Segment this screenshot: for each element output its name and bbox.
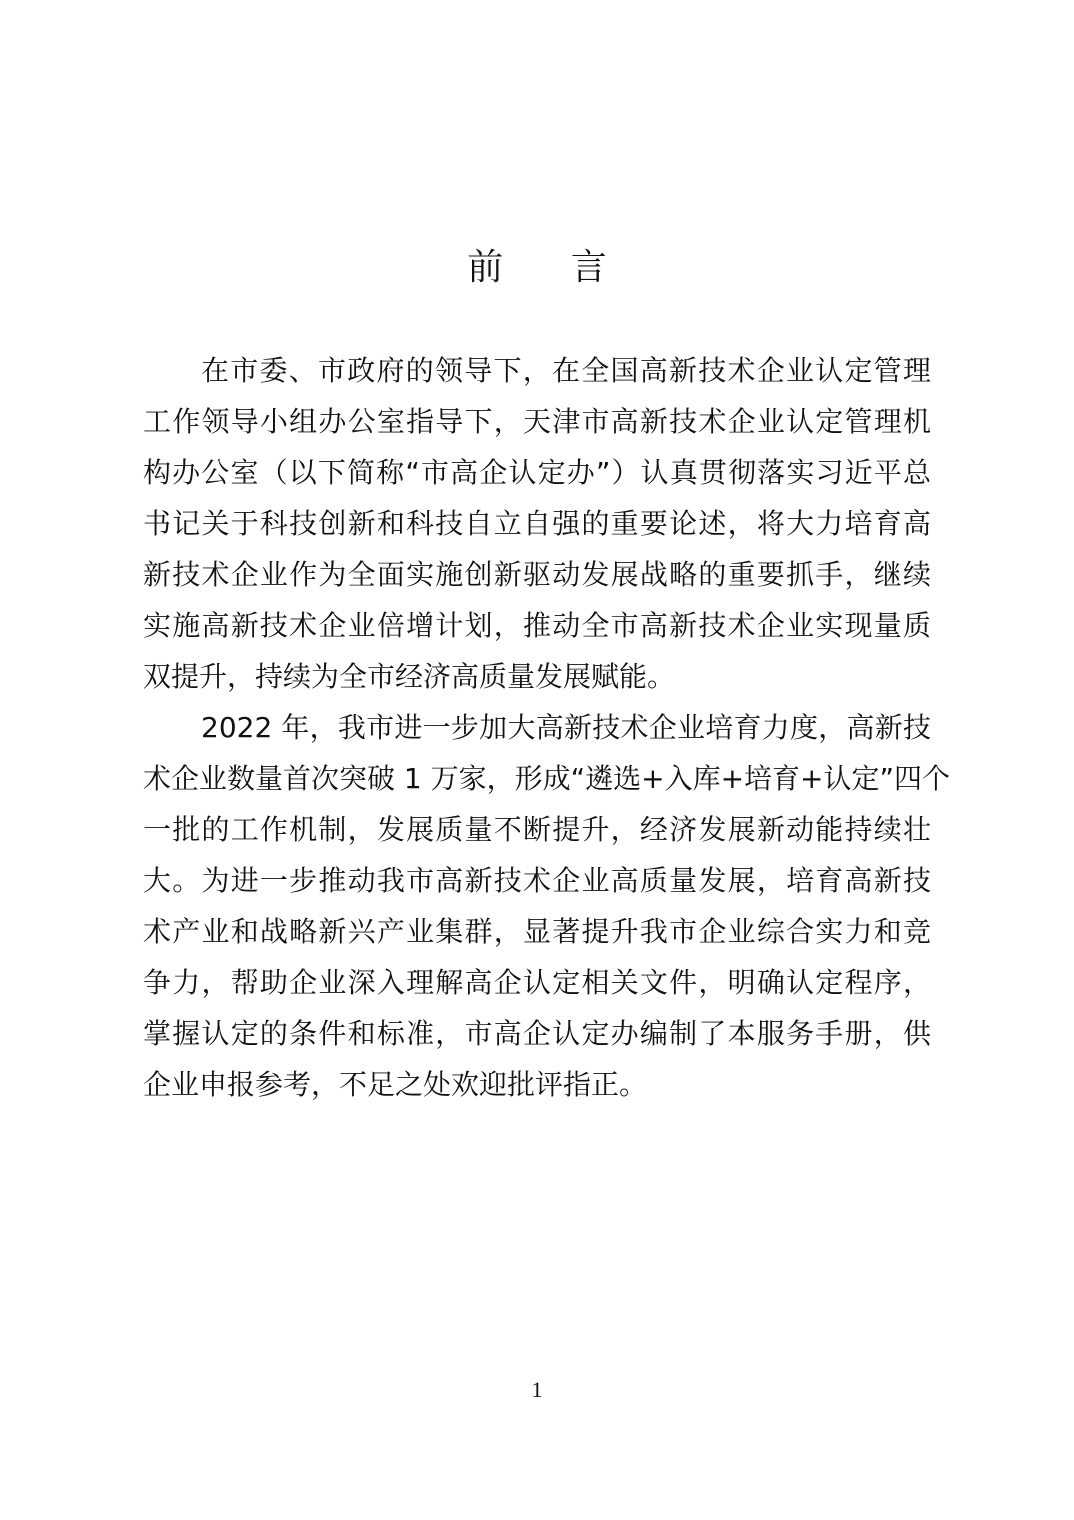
paragraph-line: 书记关于科技创新和科技自立自强的重要论述，将大力培育高 <box>143 507 931 540</box>
paragraph-line: 双提升，持续为全市经济高质量发展赋能。 <box>143 660 676 693</box>
paragraph-line: 工作领导小组办公室指导下，天津市高新技术企业认定管理机 <box>143 405 931 438</box>
paragraph-line: 大。为进一步推动我市高新技术企业高质量发展，培育高新技 <box>143 864 931 897</box>
paragraph-line: 构办公室（以下简称“市高企认定办”）认真贯彻落实习近平总 <box>143 456 931 489</box>
paragraph-line: 术产业和战略新兴产业集群，显著提升我市企业综合实力和竞 <box>143 915 931 948</box>
page-number: 1 <box>531 1377 543 1402</box>
paragraph-line: 实施高新技术企业倍增计划，推动全市高新技术企业实现量质 <box>143 609 931 642</box>
paragraph-line: 新技术企业作为全面实施创新驱动发展战略的重要抓手，继续 <box>143 558 931 591</box>
paragraph-line: 术企业数量首次突破 1 万家，形成“遴选+入库+培育+认定”四个 <box>143 762 951 795</box>
paragraph-line: 争力，帮助企业深入理解高企认定相关文件，明确认定程序， <box>143 966 931 999</box>
page-title: 前 言 <box>467 247 635 288</box>
paragraph-line: 企业申报参考，不足之处欢迎批评指正。 <box>143 1068 648 1101</box>
paragraph-line: 2022 年，我市进一步加大高新技术企业培育力度，高新技 <box>201 711 931 744</box>
preface-body <box>143 345 951 1110</box>
paragraph-2 <box>143 702 951 1110</box>
paragraph-line: 一批的工作机制，发展质量不断提升，经济发展新动能持续壮 <box>143 813 931 846</box>
paragraph-line: 掌握认定的条件和标准，市高企认定办编制了本服务手册，供 <box>143 1017 931 1050</box>
paragraph-line: 在市委、市政府的领导下，在全国高新技术企业认定管理 <box>201 354 931 387</box>
paragraph-1 <box>143 345 931 702</box>
